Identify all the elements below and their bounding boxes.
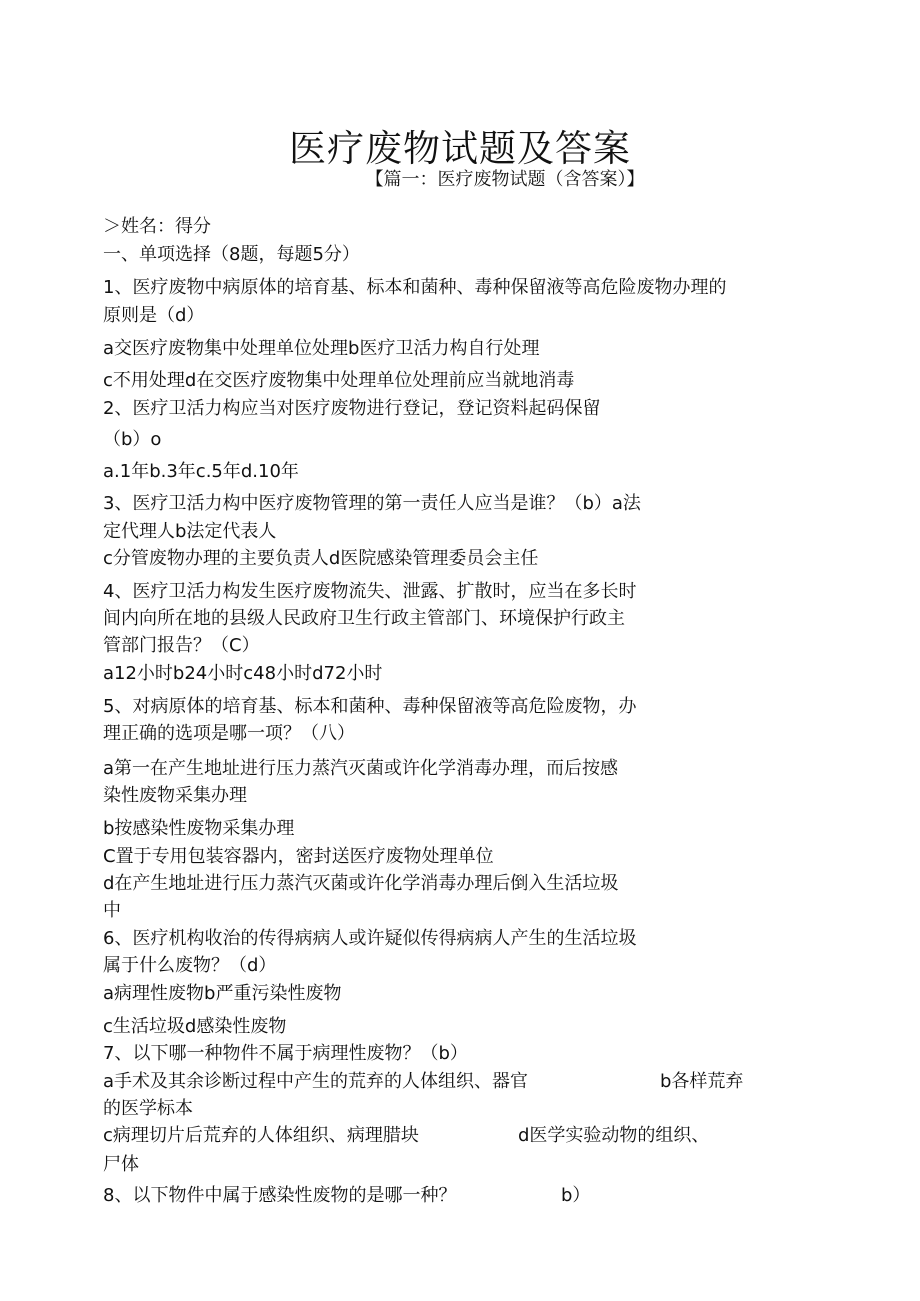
text-line: （b）o <box>103 429 162 450</box>
text-line: c分管废物办理的主要负责人d医院感染管理委员会主任 <box>103 548 539 569</box>
text-line: b） <box>561 1185 591 1206</box>
text-line: a.1年b.3年c.5年d.10年 <box>103 461 299 482</box>
text-line: 属于什么废物？（d） <box>103 955 277 976</box>
text-line: C置于专用包装容器内，密封送医疗废物处理单位 <box>103 846 494 867</box>
text-line: 2、医疗卫活力构应当对医疗废物进行登记，登记资料起码保留 <box>103 398 601 419</box>
text-line: d医学实验动物的组织、 <box>518 1125 710 1146</box>
text-line: 一、单项选择（8题，每题5分） <box>103 244 360 265</box>
text-line: a第一在产生地址进行压力蒸汽灭菌或许化学消毒办理，而后按感 <box>103 758 619 779</box>
document-subtitle: 【篇一：医疗废物试题（含答案）】 <box>365 169 645 190</box>
text-line: a病理性废物b严重污染性废物 <box>103 983 342 1004</box>
text-line: c生活垃圾d感染性废物 <box>103 1016 287 1037</box>
text-line: 理正确的选项是哪一项？（八） <box>103 723 355 744</box>
text-line: 中 <box>103 900 121 921</box>
text-line: 尸体 <box>103 1154 139 1175</box>
text-line: 原则是（d） <box>103 305 205 326</box>
text-line: 染性废物采集办理 <box>103 785 247 806</box>
text-line: d在产生地址进行压力蒸汽灭菌或许化学消毒办理后倒入生活垃圾 <box>103 873 619 894</box>
text-line: ＞姓名：得分 <box>103 216 211 237</box>
document-title: 医疗废物试题及答案 <box>289 127 631 170</box>
text-line: 管部门报告？（C） <box>103 635 260 656</box>
text-line: 的医学标本 <box>103 1098 193 1119</box>
text-line: 5、对病原体的培育基、标本和菌种、毒种保留液等高危险废物，办 <box>103 696 637 717</box>
text-line: 间内向所在地的县级人民政府卫生行政主管部门、环境保护行政主 <box>103 608 625 629</box>
text-line: a手术及其余诊断过程中产生的荒弃的人体组织、器官 <box>103 1071 529 1092</box>
text-line: 3、医疗卫活力构中医疗废物管理的第一责任人应当是谁？（b）a法 <box>103 493 641 514</box>
text-line: b按感染性废物采集办理 <box>103 818 295 839</box>
text-line: 1、医疗废物中病原体的培育基、标本和菌种、毒种保留液等高危险废物办理的 <box>103 277 727 298</box>
text-line: 4、医疗卫活力构发生医疗废物流失、泄露、扩散时，应当在多长时 <box>103 581 637 602</box>
text-line: 6、医疗机构收治的传得病病人或许疑似传得病病人产生的生活垃圾 <box>103 928 637 949</box>
text-line: 8、以下物件中属于感染性废物的是哪一种？ <box>103 1185 457 1206</box>
text-line: a12小时b24小时c48小时d72小时 <box>103 663 383 684</box>
text-line: a交医疗废物集中处理单位处理b医疗卫活力构自行处理 <box>103 338 540 359</box>
text-line: b各样荒弃 <box>660 1071 744 1092</box>
text-line: 定代理人b法定代表人 <box>103 521 277 542</box>
text-line: 7、以下哪一种物件不属于病理性废物？（b） <box>103 1043 468 1064</box>
text-line: c不用处理d在交医疗废物集中处理单位处理前应当就地消毒 <box>103 370 575 391</box>
text-line: c病理切片后荒弃的人体组织、病理腊块 <box>103 1125 419 1146</box>
